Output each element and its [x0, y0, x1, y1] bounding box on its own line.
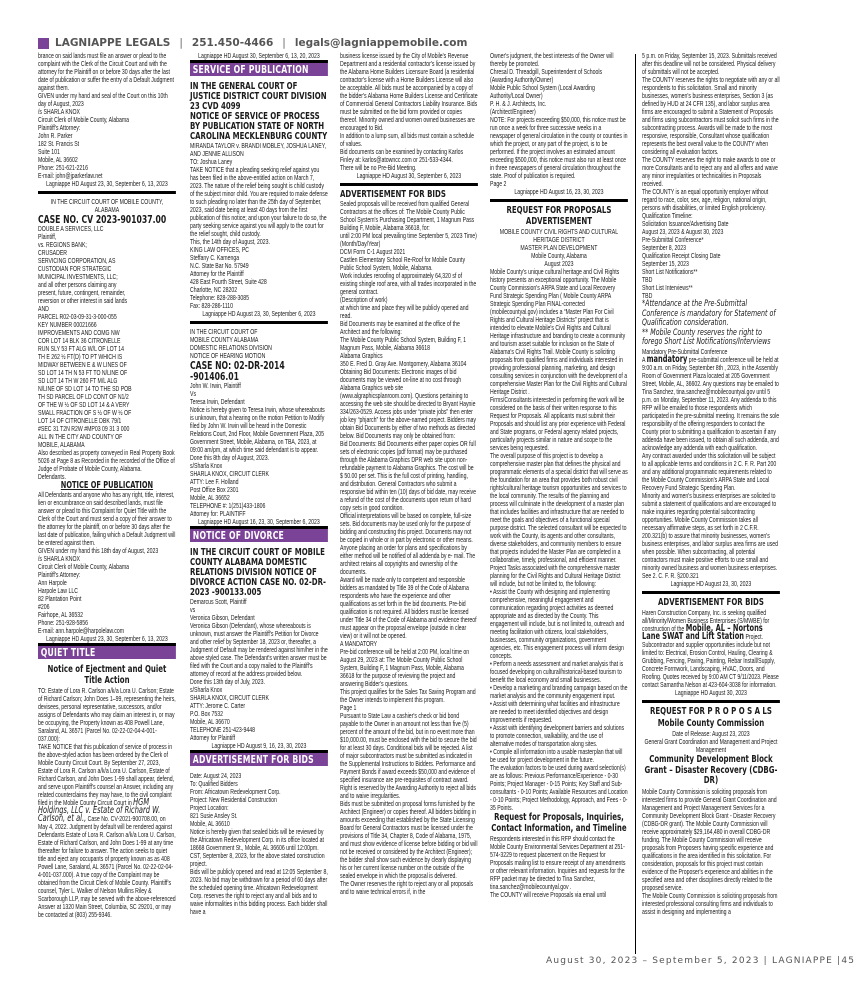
notice-text: s/Sharla Knox — [190, 685, 223, 694]
notice-text: Project Location: — [190, 803, 229, 812]
notice-text: Chresal D. Threadgill, Superintendent of Schools — [490, 67, 603, 76]
notice-text: (Awarding Authority/Owner) — [490, 75, 554, 84]
notice-text: Phone: 251-621-2216 — [38, 163, 89, 172]
notice-text: John W. Irwin, Plaintiff — [190, 381, 241, 390]
notice-heading: REQUEST FOR PROPOSALS ADVERTISEMENT — [506, 205, 612, 227]
notice-text: reversion or other interest in said lands — [38, 296, 128, 305]
case-caption-italic: HGM Holdings, LLC v. Estate of Richard W. Carlson, et al., — [38, 797, 161, 824]
notice-text: LOT 14 OF CITRONELLE DBK 79/1 — [38, 416, 122, 425]
page-header — [38, 36, 467, 50]
notice-text: • Assist the County with designing and implementing comprehensive, meaningful engagement and communication regarding project activities as deemed appropriate and as directed by the County. This engagement will include, but is not limited to, outreach and meeting facilitation with citizens, local stakeholders, businesses, community organizations, government agencies, etc. This engagement process will inform design concepts. — [490, 587, 625, 660]
notice-text: 5 p.m. on Friday, September 15, 2023. Submittals received after this deadline will not be considered. Physical delivery of submittals will not be accepted. — [642, 51, 777, 76]
brand-square-icon — [38, 38, 49, 49]
notice-text: TBD — [642, 291, 653, 300]
emphasis-text: Mobile, AL – Nortons Lane SWAT and Lift Station — [642, 623, 763, 642]
column-1 — [38, 52, 176, 957]
publication-run-line: Lagniappe HD August 30, 2023 — [674, 688, 747, 697]
section-banner: SERVICE OF PUBLICATION — [190, 60, 328, 76]
notice-text: MOBILE COUNTY ALABAMA — [190, 335, 259, 344]
notice-caption: IN THE CIRCUIT COURT OF MOBILE COUNTY, ALABAMA — [50, 197, 164, 214]
notice-text: The Owner reserves the right to reject any or all proposals and to waive technical errors if, in the — [340, 879, 474, 896]
text-run: TAKE NOTICE that this publication of service of process in the above-styled action has been ordered by the Clerk of Mobile County Circuit Court. By September 27, 2023, Estate of Lora R. Carlson a/k/a Lora U. Carlson, Estate of Richard Carlson, and John Does 1-99 shall appear, defend, and serve upon Plaintiff's counsel an Answer, including any related counterclaims they may have, to the civil complaint filed in the Mobile County Circuit Court in — [38, 742, 175, 807]
notice-text: TBD — [642, 275, 653, 284]
publication-run-line: Lagniappe HD August 16, 23, 30, 2023 — [514, 187, 604, 196]
notice-text: Also described as property conveyed in Real Property Book 5026 at Page 8 as Recorded in the recorded of the Office of Judge of Probate of Mobile County, Alabama. — [38, 448, 175, 473]
notice-text: Bids must be submitted on proposal forms furnished by the Architect (Engineer) or copies thereof. All bidders bidding in amounts exceeding that established by the State Licensing Board for General Contractors must be licensed under the provisions of Title 34, Chapter 8, Code of Alabama, 1975, and must show evidence of license before bidding or bid will not be received or considered by the Architect (Engineer); the bidder shall show such evidence by clearly displaying his or her current license number on the outside of the sealed envelope in which the proposal is delivered. — [340, 799, 478, 880]
notice-text: Post Office Box 2301 — [190, 485, 239, 494]
notice-caption: Date of Release: August 23, 2023 — [672, 729, 750, 738]
notice-text: at which time and place they will be publicly opened and read. — [340, 303, 469, 320]
notice-text: Fairhope, AL 36532 — [38, 610, 83, 619]
notice-text — [642, 353, 780, 452]
notice-text: E-mail: ann.harpole@harpolelaw.com — [38, 626, 125, 635]
notice-text: The COUNTY is an equal opportunity employer without regard to race, color, sex, age, religion, national origin, persons with disabilities, or limited English proficiency. — [642, 187, 769, 212]
notice-text: vs. REGIONS BANK; — [38, 240, 87, 249]
notice-text: ATTY: Lee F. Holland — [190, 477, 239, 486]
italic-note: *Attendance at the Pre-Submittal Conference is mandatory for Statement of Qualification consideration. — [642, 299, 776, 328]
notice-text: 182 St. Francis St — [38, 139, 80, 148]
notice-text: • Assist with determining what facilities and infrastructure are needed to meet identified objectives and design improvements if requested. — [490, 699, 620, 724]
notice-text: CUSTODIAN FOR STRATEGIC — [38, 264, 112, 273]
notice-text: This, the 14th day of August, 2023. — [190, 237, 270, 246]
notice-text: Pre-Submittal Conference* — [642, 235, 704, 244]
notice-text: ALL IN THE CITY AND COUNTY OF — [38, 432, 123, 441]
notice-text: GIVEN under my hand and seal of the Court on this 10th day of August, 2023 — [38, 91, 168, 108]
notice-heading: Mobile County Commission — [657, 717, 765, 729]
notice-heading: Notice of Ejectment and Quiet Title Action — [47, 664, 167, 686]
notice-text: #SEC 31 T2N R2W #MP03 09 31 3 000 — [38, 424, 130, 433]
notice-text: MUNICIPAL INVESTMENTS, LLC; — [38, 272, 118, 281]
publication-run-line: Lagniappe HD August 9, 16, 23, 30, 2023 — [211, 741, 307, 750]
notice-text: business license issued by the City of Mobile's Revenue Department and a residential contractor's license issued by the Alabama Home Builders Licensure Board (a residential contractor's license with a Home Builders License will also be acceptable. All bids must be accompanied by a copy of the bidder's Alabama Home Builders License and Certificate of Commercial General Contractors Liability Insurance. Bids must be submitted on the bid form provided or copies thereof. Minority owned and women owned businesses are encouraged to Bid. — [340, 51, 478, 132]
notice-heading: BY PUBLICATION STATE OF NORTH CAROLINA MECKLENBURG COUNTY — [190, 121, 328, 142]
notice-caption: MASTER PLAN DEVELOPMENT — [520, 243, 598, 252]
notice-text: SHARLA KNOX, CIRCUIT CLERK — [190, 693, 269, 702]
notice-divider — [642, 700, 780, 703]
notice-text: TH SD PARCEL OF LD CONT OF N1/2 — [38, 392, 129, 401]
notice-text: Suite 101 — [38, 147, 60, 156]
notice-heading: 23 CVD 4099 — [190, 101, 241, 112]
notice-text: IN THE CIRCUIT COURT OF — [190, 327, 258, 336]
notice-text: 821 Susie Ansley St. — [190, 811, 238, 820]
notice-text: • Compile all information into a usable masterplan that will be used for project development in the future. — [490, 747, 623, 764]
notice-text: TH E 262 ½ FT(D) TO PT WHICH IS — [38, 352, 123, 361]
notice-text: KING LAW OFFICES, PC — [190, 245, 250, 254]
notice-text: Bid Documents: Bid Documents either paper copies OR full sets of electronic copies (pdf format) may be purchased through the Alabama Graphics DPR web site upon non-refundable payment to Alabama Graphics. The cost will be $ 50.00 per set. This is the full cost of printing, handling, and distribution. General Contractors who submit a responsive bid within ten (10) days of bid date, may receive a refund of the cost of the documents upon return of hard copy sets in good condition. — [340, 439, 477, 512]
notice-text: Qualification Receipt Closing Date — [642, 251, 721, 260]
notice-heading: IN THE GENERAL COURT OF JUSTICE DISTRICT COURT DIVISION — [190, 81, 327, 102]
notice-text: Bid documents can be examined by contacting Karlos Finley at: karlos@atowncc.com or 251-533-4344. — [340, 147, 464, 164]
notice-text: Fax: 828-286-1110 — [190, 301, 233, 310]
notice-text: August 23, 2023 & August 30, 2023 — [642, 227, 724, 236]
notice-text: Obtaining Bid Documents: Electronic images of bid documents may be viewed on-line at no cost through Alabama Graphics web site (www.algraphicsplanroom.com). Questions pertaining to accessing the web site should be directed to Bryant Haynie 334/263-0529. Access jobs under “private jobs” then enter job key “phjarch” for the above-named project. Bidders may obtain Bid Documents by either of two methods as directed below. Bid Documents may only be obtained from: — [340, 367, 477, 440]
notice-text: present, future, contingent, remainder, — [38, 288, 126, 297]
notice-text — [642, 609, 780, 689]
publication-run-line: Lagniappe HD August 30, September 6, 2023 — [356, 171, 462, 180]
notice-caption: Mobile County, Alabama — [531, 251, 587, 260]
notice-text: Plaintiff's Attorney: — [38, 123, 81, 132]
notice-text: Phone: 251-928-5856 — [38, 618, 89, 627]
notice-text: MOBILE, ALABAMA — [38, 440, 85, 449]
publication-run-line: Lagniappe HD August 23, 30, September 6, 2023 — [202, 309, 316, 318]
notice-text — [38, 743, 176, 919]
notice-text: SD LOT 14 TH N 53 FT TO N/LINE OF — [38, 368, 128, 377]
notice-text: Mandatory Pre-Submittal Conference — [642, 346, 728, 356]
notice-text: Alabama Graphics — [340, 351, 383, 360]
notice-text: brance on said lands must file an answer or plead to the complaint with the Clerk of the Circuit Court and with the attorney for the Plaintiff on or before 30 days after the last date of publication or suffer the entry of a Default Judgment against them. — [38, 51, 174, 92]
notice-text: In addition to a lump sum, all bids must contain a schedule of values. — [340, 131, 475, 148]
notice-heading: Request for Proposals, Inquiries, Contact Information, and Timeline — [491, 812, 627, 834]
notice-text: Plaintiff's Attorney: — [38, 570, 81, 579]
notice-text: Short List Notifications** — [642, 267, 698, 276]
notice-text: Circuit Clerk of Mobile County, Alabama — [38, 115, 130, 124]
notice-text: 82 Plantation Point — [38, 594, 82, 603]
section-banner: QUIET TITLE — [38, 643, 176, 659]
notice-text: SD LOT 14 TH W 260 FT M/L ALG — [38, 376, 118, 385]
text-run: Project. Subcontractor and supplier opportunities include but not limited to: Electrical, Erosion Control, Hauling, Clearing & Grubbing, Fencing, Paving, Painting, Rebar Install/Supply, Concrete Formwork, Landscaping, HVAC, Doors, and Roofing. Quotes received by 9:00 AM CT 9/11/2023. Please contact Samantha Nelson at 423-604-3038 for information. — [642, 632, 779, 689]
notice-text: ATTY: Jerome C. Carter — [190, 701, 246, 710]
notice-text: (Month/Day/Year) — [340, 239, 381, 248]
notice-text: Attorney for the Plaintiff — [190, 269, 244, 278]
notice-text: Short List Interviews** — [642, 283, 693, 292]
notice-text: Mobile Public School System (Local Awarding Authority/Local Owner) — [490, 83, 595, 100]
notice-text: From: Africatown Redevelopment Corp. — [190, 787, 281, 796]
notice-text: Bids will be publicly opened and read at 12:05 September 8, 2023. No bid may be withdrawn for a period of 60 days after the scheduled opening time. Africatown Redevelopment Corp. reserves the right to reject any and all bids and to waive informalities in this bidding process. Each bidder shall have a — [190, 867, 328, 916]
notice-text: MIDWAY BETWEEN E & W LINES OF — [38, 360, 127, 369]
column-3 — [340, 52, 478, 957]
notice-heading: ADVERTISEMENT FOR BIDS — [658, 596, 764, 608]
notice-text: • Develop a marketing and branding campaign based on the market analysis and the community engagement input. — [490, 683, 628, 700]
publication-run-line: Lagniappe HD August 16, 23, 30, September 6, 2023 — [198, 517, 320, 526]
header-phone: 251.450-4466 — [191, 37, 274, 49]
notice-text: P. H. & J. Architects, Inc. — [490, 99, 547, 108]
notice-text: Solicitation Issuance/Advertising Date — [642, 219, 729, 228]
notice-text: John R. Parker — [38, 131, 73, 140]
notice-text: RUN SLY 53 FT ALG W/L OF LOT 14 — [38, 344, 124, 353]
notice-divider — [490, 199, 628, 202]
notice-text: Attorney for Plaintiff — [190, 733, 236, 742]
notice-text: Mobile, AL 36652 — [190, 493, 230, 502]
notice-text: Project: New Residential Construction — [190, 795, 277, 804]
notice-text: September 8, 2023 — [642, 243, 687, 252]
notice-divider — [340, 183, 478, 186]
notice-text: Mobile, AL 36610 — [190, 819, 230, 828]
notice-text: Veronica Gibson (Defendant), whose whereabouts is unknown, must answer the Plaintiff's Petition for Divorce and other relief by September 18, 2023 or, thereafter, a Judgment of Default may be rendered against him/her in the above styled case. The Defendant's written answer must be filed with the Court and a copy mailed to the Plaintiff's attorney of record at the address provided below. — [190, 621, 328, 678]
notice-text: NOTICE OF HEARING MOTION — [190, 351, 266, 360]
notice-text: Harpole Law LLC — [38, 586, 78, 595]
notice-text: (Description of work) — [340, 295, 388, 304]
notice-text: Notice is hereby given to Teresa Irwin, whose whereabouts is unknown, that a hearing on the motion Petition to Modify filed by John W. Irwin will be heard in the Domestic Relations Court, 2nd Floor, Mobile Government Plaza, 205 Government Street, Mobile, Alabama, on TBA, 2023, at 09:00 am/pm, at which time said defendant is to appear. Done this 8th day of August, 2023. — [190, 405, 325, 462]
notice-text: Mobile County's unique cultural heritage and Civil Rights history presents an exceptional opportunity. The Mobile County Commission's ARPA State and Local Recovery Fund Strategic Spending Plan ( Mobile County ARPA Strategic Spending Plan FINAL-corrected (mobilecountyal.gov) includes a “Master Plan For Civil Rights and Cultural Heritage Districts” project that is intended to elevate Mobile's Civil Rights and Cultural Heritage infrastructure and branding to create a community and tourism asset suitable for inclusion on the State of Alabama's Civil Rights Trail. Mobile County is soliciting proposals from qualified firms and individuals interested in providing professional planning, marketing, and design consulting services in conjunction with the development of a comprehensive Master Plan for the Civil Rights and Cultural Heritage District . — [490, 267, 628, 396]
notice-text: Minority and women's business enterprises are solicited to submit a statement of qualifications and are encouraged to make inquiries regarding potential subcontracting opportunities. Mobile County Commission takes all necessary affirmative steps, as set forth in 2 C.F.R. 200.321(b) to assure that minority businesses, women's business enterprises, and labor surplus area firms are used when possible. When subcontracting, all potential contractors must make positive efforts to use small and minority owned business and women business enterprises. See 2. C. F. R. §200.321 — [642, 490, 779, 580]
notice-heading: NOTICE OF SERVICE OF PROCESS — [190, 111, 320, 122]
column-2 — [190, 52, 328, 957]
notice-text: Plaintiff, — [38, 232, 57, 241]
column-divider — [635, 54, 636, 954]
notice-text: Sealed proposals will be received from qualified General Contractors at the offices of: The Mobile County Public School System's Purchasing Department, 1 Magnum Pass Building F, Mobile, Alabama 36618, for: — [340, 199, 475, 232]
notice-text: 428 East Fourth Street, Suite 428 — [190, 277, 267, 286]
notice-text: s/Sharla Knox — [190, 461, 223, 470]
notice-text: Page 2 — [490, 179, 507, 188]
notice-text: AND — [38, 304, 49, 313]
notice-caption: General Grant Coordination and Management and Project Management — [644, 737, 778, 754]
notice-text: Castlen Elementary School Re-Roof for Mobile County Public School System, Mobile, Alabama. — [340, 255, 466, 272]
header-separator: | — [282, 37, 286, 49]
notice-text: TAKE NOTICE that a pleading seeking relief against you has been filed in the above-entitled action on March 7, 2023. The nature of the relief being sought is child custody of the subject minor child. You are required to make defense to such pleading no later than the 25th day of September, 2023, said date being at least 40 days from the first publication of this notice; and upon your failure to do so, the party seeking service against you will apply to the court for the relief sought, child custody. — [190, 165, 328, 238]
notice-text: To: Qualified Bidders — [190, 779, 238, 788]
notice-text: Vs — [190, 389, 197, 398]
notice-text: SERVICING CORPORATION, AS — [38, 256, 116, 265]
notice-text: Pursuant to State Law a cashier's check or bid bond payable to the Owner in an amount not less than five (5) percent of the amount of the bid, but in no event more than $10,000.00, must be enclosed with the bid to secure the bid for at least 30 days. Conditional bids will be rejected. A list of major subcontractors must be submitted as indicated in the Supplemental Instructions to Bidders. Performance and Payment Bonds if award exceeds $50,000 and evidence of specified insurance are pre-requisites of contract award. Right is reserved by the Awarding Authority to reject all bids and to waive irregularities. — [340, 711, 477, 800]
notice-text: 350 E. Fred D. Gray Ave. Montgomery, Alabama 36104 — [340, 359, 467, 368]
notice-heading: Community Development Block Grant – Disaster Recovery (CDBG-DR) — [644, 754, 778, 786]
notice-text: Qualification Timeline: — [642, 211, 693, 220]
notice-text: SHARLA KNOX, CIRCUIT CLERK — [190, 469, 269, 478]
notice-text: The COUNTY reserves the rights to negotiate with any or all respondents to this solicitation. Small and minority businesses, women's business enterprises, Section 3 (as defined by HUD at 24 CFR 135), and labor surplus area firms are encouraged to submit a Statement of Proposals and firms using subcontractors must solicit such firms in the subcontracting process. Awards will be made to the most responsive, responsible, Consultant whose qualification represents the best overall value to the COUNTY when considering all evaluation factors. — [642, 75, 780, 156]
publication-run-line: Lagniappe HD August 23, 30, 2023 — [670, 578, 752, 588]
section-banner: ADVERTISEMENT FOR BIDS — [190, 750, 328, 766]
notice-text: Teresa Irwin, Defendant — [190, 397, 245, 406]
notice-text: Any contract awarded under this solicitation will be subject to all applicable terms and conditions in 2 C. F. R. Part 200 and any additional programmatic requirements related to the Mobile County Commission's ARPA State and Local Recovery Fund Strategic Spending Plan. — [642, 450, 777, 492]
notice-text: The Mobile County Commission is soliciting proposals from interested professional consulting firms and individuals to assist in designing and implementing a — [642, 890, 778, 916]
notice-text: Date: August 24, 2023 — [190, 771, 242, 780]
notice-text: /s SHARLA KNOX — [38, 107, 80, 116]
notice-text: Owner's judgment, the best interests of the Owner will thereby be promoted. — [490, 51, 614, 68]
notice-subheading: NOTICE OF PUBLICATION — [60, 480, 154, 491]
notice-text: September 15, 2023 — [642, 259, 689, 268]
publication-run-line: Lagniappe HD August 23, 30, September 6, 13, 2023 — [46, 179, 168, 188]
text-run: A — [642, 354, 647, 364]
notice-text: Mobile, AL 36602 — [38, 155, 78, 164]
notice-text: NOTE: For projects exceeding $50,000, this notice must be run once a week for three successive weeks in a newspaper of general circulation in the county or counties in which the project, or any part of the project, is to be performed. If the project involves an estimated amount exceeding $500,000, this notice must also run at least once in three newspapers of general circulation throughout the state. Proof of publication is required. — [490, 115, 628, 180]
notice-text: TO: Joshua Laney — [190, 157, 233, 166]
notice-text: SMALL FRACTION OF S ½ OF W ½ OF — [38, 408, 132, 417]
notice-text: TO: Estate of Lora R. Carlson a/k/a Lora U. Carlson; Estate of Richard Carlson; John Does 1–99, representing the heirs, devisees, personal representative, successors, and/or assigns of Defendants who may claim an interest in, or may be occupying, the Property known as 408 Powell Lane, Saraland, AL 36571 (Parcel No. 02-22-02-04-4-001-037.000): — [38, 686, 176, 743]
notice-text: Veronica Gibson, Defendant — [190, 613, 255, 622]
notice-text: Work includes reroofing of approximately 64,320 sf of existing shingle roof area, with all trades incorporated in the general contract. — [340, 271, 477, 296]
notice-text: Firms/Consultants interested in performing the work will be considered on the basis of their written response to this Request for Proposals. All applicants must submit their Proposals and should list any prior experience with Federal and State programs, or Federal agency related projects, particularly projects similar in nature and scope to the services being requested. — [490, 395, 626, 452]
notice-text: and all other persons claiming any — [38, 280, 117, 289]
notice-text: TELEPHONE #: 1(251)433-1806 — [190, 501, 266, 510]
notice-text: A MANDATORY — [340, 639, 378, 648]
notice-text: vs — [190, 605, 196, 614]
case-number: CASE NO. CV 2023-901037.00 — [38, 213, 167, 226]
notice-text: Respondents interested in this RFP should contact the Mobile County Environmental Services Department at 251-574-3229 to request placement on the Request for Proposals mailing list to ensure receipt of any amendments or other relevant information. Inquiries and requests for the RFP packet may be directed to Tina Sanchez, tina.sanchez@mobilecountyal.gov . — [490, 834, 626, 891]
notice-text: Page 1 — [340, 703, 357, 712]
notice-text: Charlotte, NC 28202 — [190, 285, 238, 294]
notice-text: KEY NUMBER 00021666 — [38, 320, 97, 329]
notice-text: TELEPHONE 251-423-9448 — [190, 725, 256, 734]
notice-text: The Mobile County Public School System, Building F, 1 Magnum Pass, Mobile, Alabama 36618 — [340, 335, 466, 352]
notice-text: IMPROVEMENTS AND COMG NW — [38, 328, 120, 337]
notice-text: MIRANDA TAYLOR v. BRANDI MOBLEY, JOSHUA LANEY, AND JENNIE ALLISON — [190, 141, 326, 158]
notice-text: Done this 13th day of July, 2023. — [190, 677, 265, 686]
notice-divider — [642, 591, 780, 594]
notice-text: • Assist with identifying development barriers and solutions to promote connection, walkability, and the use of alternative modes of transportation along sites. — [490, 723, 625, 748]
header-separator: | — [179, 37, 183, 49]
notice-text: CRUSADER — [38, 248, 68, 257]
notice-text: DCM Form C-1 August 2021 — [340, 247, 406, 256]
notice-text: The overall purpose of this project is to develop a comprehensive master plan that defines the physical and programmatic elements of a special district that will serve as the foundation for an area that provides both robust civil rights/cultural heritage tourism opportunities and services to the local community. The results of the planning and process will culminate in the development of a master plan that includes facilities and infrastructure that are needed to meet the goals and objectives of a functional special purpose district. The selected consultant will be expected to work with the County, its agents and other consultants, diverse stakeholders, and community members to ensure that projects included the Master Plan are completed in a collaborative, timely, professional, and efficient manner. Project Tasks associated with the comprehensive master planning for the Civil Rights and Cultural Heritage District will include, but not be limited to, the following: — [490, 451, 628, 588]
notice-text: Official interpretations will be based on complete, full-size sets. Bid documents may be used only for the purpose of bidding and constructing this project. Documents may not be copied in whole or in part by electronic or other means. Anyone placing an order for plans and specifications by either method will be notified of all addenda by e- mail. The architect retains all copyrights and ownership of the documents. — [340, 511, 476, 576]
notice-text: Award will be made only to competent and responsible bidders as mandated by Title 39 of the Code of Alabama respondents who have the experience and other qualifications as set forth in the bid documents. Pre-bid qualification is not required. All bidders must be licensed under Title 34 of the Code of Alabama and evidence thereof must appear on the proposal envelope (outside in clear view) or it will not be opened. — [340, 575, 477, 640]
notice-text: Mobile County Commission is soliciting proposals from interested firms to provide General Grant Coordination and Management and Project Management Services for a Community Development Block Grant - Disaster Recovery (CDBG-DR grant). The Mobile County Commission will receive approximately $29,164,480 in overall CDBG-DR funding. The Mobile County Commission will receive proposals from Proposers having specific experience and qualifications in the area identified in this solicitation. For consideration, proposals for this project must contain evidence of the Proposer's experience and abilities in the specified area and other disciplines directly related to the proposed service. — [642, 786, 777, 892]
notice-text: Bid Documents may be examined at the office of the Architect and the following: — [340, 319, 460, 336]
notice-text: The evaluation factors to be used during award selection(s) are as follows: Previous Performance/Experience - 0-30 Points; Project Manager - 0-15 Points; Key Staff and Sub-consultants - 0-10 Points; Available Resources and Location - 0-10 Points; Project Methodology, Approach, and Fees - 0-35 Points. — [490, 763, 628, 812]
notice-text: This project qualifies for the Sales Tax Saving Program and the Owner intends to implement this program. — [340, 687, 476, 704]
notice-text: COR LOT 14 BLK 36 CITRONELLE — [38, 336, 121, 345]
text-run: Haren Construction Company, Inc. is seeking qualified all/Minority/Women Business Enterprises (S/MWBE) for construction of the — [642, 608, 770, 633]
notice-heading: REQUEST FOR P R O P O S A LS — [649, 706, 772, 717]
text-run: pre-submittal conference will be held at 9:00 a.m. on Friday, September 8th , 2023, in the Assembly Room of Government Plaza located at 205 Government Street, Mobile, AL, 36602. Any questions may be emailed to Tina Sanchez, tina.sanchez@mobilecountyal.gov until 5 p.m. on Monday, September 11, 2023. Any addenda to this RFP will be emailed to those respondents which participated in the pre-submittal meeting. It remains the sole responsibility of the offering responders to contact the County prior to submitting a qualification to ascertain if any addenda have been issued, to obtain all such addenda, and acknowledge any addenda with each qualification. — [642, 354, 780, 452]
notice-heading: IN THE CIRCUIT COURT OF MOBILE COUNTY ALABAMA DOMESTIC RELATIONS DIVISION NOTICE OF DIVORCE ACTION CASE NO. 02-DR-2023 -900133.005 — [190, 547, 326, 598]
notice-text: DOUBLE A SERVICES, LLC — [38, 224, 104, 233]
notice-text: GIVEN under my hand this 18th day of August, 2023 — [38, 546, 159, 555]
notice-text: Steffany C. Kamenga — [190, 253, 240, 262]
notice-text: Mobile, AL 36670 — [190, 717, 230, 726]
section-title: LAGNIAPPE LEGALS — [55, 37, 171, 49]
italic-note: ** Mobile County reserves the right to forego Short List Notifications/Interviews — [642, 327, 771, 347]
notice-text: Attorney for: PLAINTIFF — [190, 509, 246, 518]
notice-text: until 2:00 PM local prevailing time September 5, 2023 Time) — [340, 231, 477, 240]
case-number: CASE NO: 02-DR-2014 -901406.01 — [190, 359, 285, 383]
notice-text: /s SHARLA KNOX — [38, 554, 80, 563]
notice-heading: ADVERTISEMENT FOR BIDS — [340, 189, 446, 200]
notice-text: All Defendants and anyone who has any right, title, interest, lien or encumbrance on said described lands, must file answer or plead to this Complaint for Quiet Title with the Clerk of the Court and must send a copy of their answer to the attorney for the plaintiff, on or before 30 days after the last date of publication, failing which a Default Judgment will be entered against them. — [38, 490, 176, 547]
page-footer: August 30, 2023 – September 5, 2023 | LAGNIAPPE |45 — [546, 956, 855, 966]
notice-text: #206 — [38, 602, 50, 611]
emphasis-text: mandatory — [646, 353, 688, 365]
notice-text: There will be no Pre-Bid Meeting. — [340, 163, 417, 172]
notice-text: N.C. State Bar No. 57949 — [190, 261, 249, 270]
notice-text: The COUNTY will receive Proposals via email until — [490, 890, 607, 899]
notice-text: DOMESTIC RELATIONS DIVISION — [190, 343, 272, 352]
notice-text: N/LINE OF SD LOT 14 TO THE SD POB — [38, 384, 132, 393]
notice-text: Ann Harpole — [38, 578, 67, 587]
publication-run-line: Lagniappe HD August 23, 30, September 6, 13, 2023 — [46, 634, 168, 643]
notice-text: P.O. Box 7532 — [190, 709, 223, 718]
publication-run-line: Lagniappe HD August 30, September 6, 13, 20, 2023 — [198, 51, 320, 60]
notice-text: PARCEL R02-03-09-31-3-000-055 — [38, 312, 117, 321]
notice-text: Telephone: 828-288-3085 — [190, 293, 249, 302]
notice-text: Defendants. — [38, 472, 66, 481]
notice-divider — [38, 191, 176, 194]
notice-text: Demarcus Scott, Plaintiff — [190, 597, 247, 606]
notice-text: • Perform a needs assessment and market analysis that is focused developing on cultural/historical-based tourism to benefit the local economy and small businesses. — [490, 659, 624, 684]
notice-text: OF THE W ½ OF SD LOT 14 & A VERY — [38, 400, 130, 409]
notice-text: (Architect/Engineer) — [490, 107, 536, 116]
notice-text: Circuit Clerk of Mobile County, Alabama — [38, 562, 130, 571]
header-email[interactable]: legals@lagniappemobile.com — [294, 37, 468, 49]
notice-divider — [190, 321, 328, 324]
notice-text: E-mail: john@jparkerlaw.net — [38, 171, 103, 180]
text-run: Case No. CV-2021-900708.00, on May 4, 2022. Judgment by default will be rendered against Defendants Estate of Lora R. Carlson a/k/a Lora U. Carlson, Estate of Richard Carlson, and John Does 1-99 at any time thereafter for failure to answer. The action seeks to quiet title and eject any occupants of property known as as 408 Powell Lane, Saraland, AL 36571 (Parcel No. 02-22-02-04-4-001-037.000). A true copy of the Complaint may be obtained from the Circuit Clerk of Mobile County. Plaintiff's counsel, Tyler L. Walker of Nelson Mullins Riley & Scarborough LLP, may be served with the above-referenced Answer at 1320 Main Street, Columbia, SC 29201, or may be contacted at (803) 255-9346. — [38, 814, 176, 919]
notice-caption: August 2023 — [544, 259, 574, 268]
column-4 — [490, 52, 628, 957]
notice-text: Notice is hereby given that sealed bids will be reviewed by the Africatown Redevelopment Corp. in its office located at 18668 Government St., Mobile, AL 36606 until 12:00pm. CST, September 8, 2023, for the above stated construction project. — [190, 827, 325, 868]
section-banner: NOTICE OF DIVORCE — [190, 526, 328, 542]
column-5 — [642, 52, 780, 957]
notice-text: Pre-bid conference will be held at 2:00 PM, local time on August 29, 2023 at: The Mobile County Public School System, Building F, 1 Magnum Pass, Mobile, Alabama 36618 for the purpose of reviewing the project and answering Bidder's questions. — [340, 647, 470, 688]
notice-caption: MOBILE COUNTY CIVIL RIGHTS AND CULTURAL HERITAGE DISTRICT — [499, 227, 619, 244]
notice-text: The COUNTY reserves the right to make awards to one or more Consultants and to reject any and all offers and waive any minor irregularities or technicalities in Proposals received. — [642, 155, 778, 188]
